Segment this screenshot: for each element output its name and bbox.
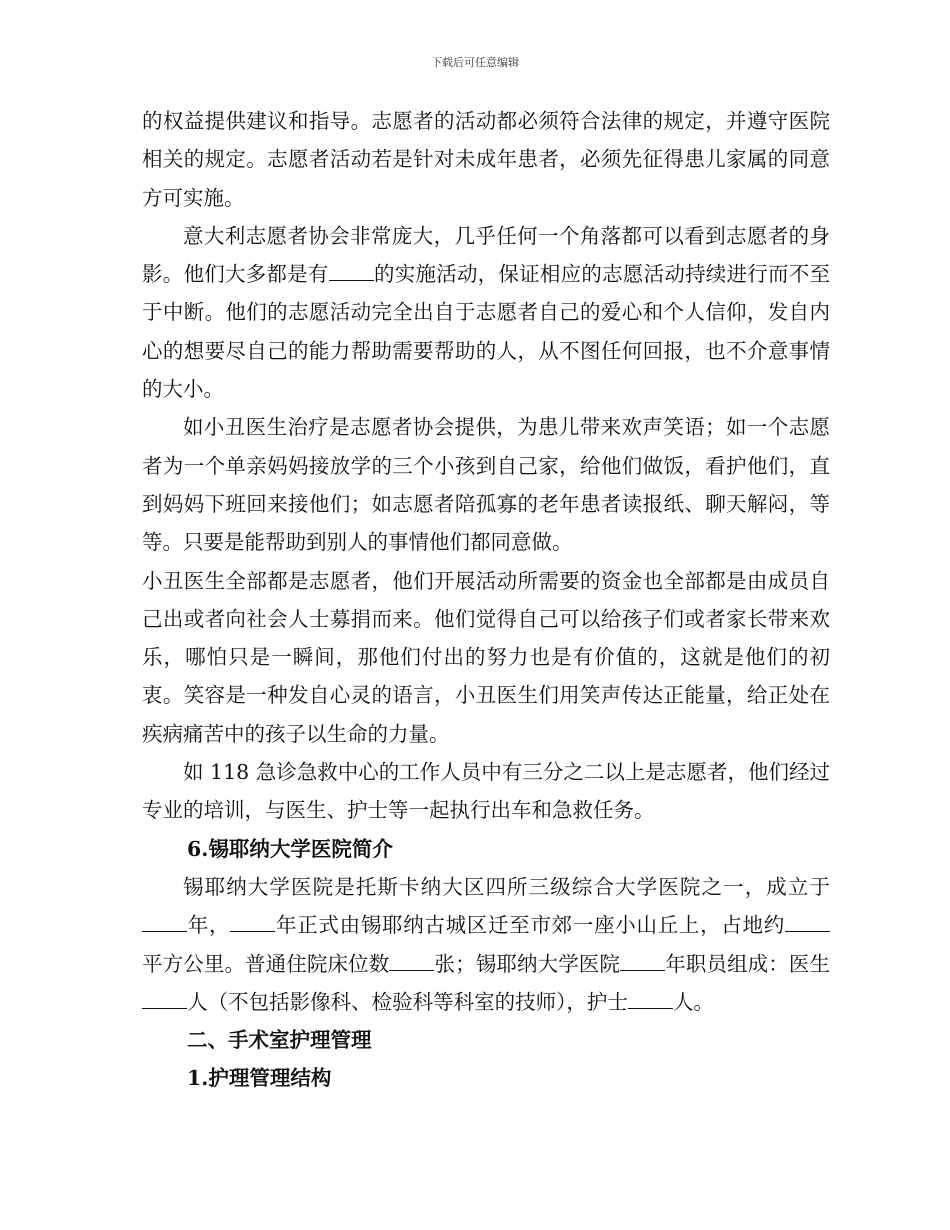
paragraph-6-part-e: 张；锡耶纳大学医院: [434, 951, 621, 976]
paragraph-6-part-b: 年，: [187, 913, 231, 938]
fill-blank: [389, 951, 434, 970]
paragraph-5: 如 118 急诊急救中心的工作人员中有三分之二以上是志愿者，他们经过专业的培训，与医生、护士等一起执行出车和急救任务。: [142, 760, 830, 823]
paragraph-1: 的权益提供建议和指导。志愿者的活动都必须符合法律的规定，并遵守医院相关的规定。志愿者活动若是针对未成年患者，必须先征得患儿家属的同意方可实施。: [142, 109, 830, 210]
fill-blank: [142, 989, 187, 1008]
paragraph-6-part-c: 年正式由锡耶纳古城区迁至市郊一座小山丘上，占地约: [275, 913, 785, 938]
paragraph-2: [142, 217, 830, 408]
fill-blank: [142, 913, 187, 932]
paragraph-6: [142, 868, 830, 1021]
paragraph-3: 如小丑医生治疗是志愿者协会提供，为患儿带来欢声笑语；如一个志愿者为一个单亲妈妈接放学的三个小孩到自己家，给他们做饭，看护他们，直到妈妈下班回来接他们；如志愿者陪孤寡的老年患者读报纸、聊天解闷，等等。只要是能帮助到别人的事情他们都同意做。: [142, 415, 830, 555]
section-heading-nursing-structure: 1.护理管理结构: [187, 1066, 332, 1091]
paragraph-6-part-g: 人（不包括影像科、检验科等科室的技师），护士: [187, 989, 628, 1014]
fill-blank: [620, 951, 665, 970]
paragraph-4: 小丑医生全部都是志愿者，他们开展活动所需要的资金也全部都是由成员自己出或者向社会人士募捐而来。他们觉得自己可以给孩子们或者家长带来欢乐，哪怕只是一瞬间，那他们付出的努力也是有价值的，这就是他们的初衷。笑容是一种发自心灵的语言，小丑医生们用笑声传达正能量，给正处在疾病痛苦中的孩子以生命的力量。: [142, 568, 830, 746]
document-body: [142, 102, 830, 1098]
paragraph-6-part-a: 锡耶纳大学医院是托斯卡纳大区四所三级综合大学医院之一，成立于: [183, 874, 830, 899]
paragraph-6-part-h: 人。: [672, 989, 714, 1014]
paragraph-2-part-a: 意大利志愿者协会非常庞大，几乎任何一个角落都可以看到志愿者的身影。他们大多都是有: [142, 223, 830, 287]
page-header: 下载后可任意编辑: [431, 56, 519, 69]
paragraph-6-part-f: 年职员组成：医生: [665, 951, 831, 976]
fill-blank: [230, 913, 275, 932]
section-heading-or-nursing: 二、手术室护理管理: [187, 1028, 372, 1053]
paragraph-6-part-d: 平方公里。普通住院床位数: [142, 951, 390, 976]
section-heading-hospital-intro: 6.锡耶纳大学医院简介: [187, 836, 393, 861]
paragraph-2-part-b: 的实施活动，保证相应的志愿活动持续进行而不至于中断。他们的志愿活动完全出自于志愿者自己的爱心和个人信仰，发自内心的想要尽自己的能力帮助需要帮助的人，从不图任何回报，也不介意事情的大小。: [142, 262, 831, 402]
fill-blank: [329, 262, 374, 281]
fill-blank: [785, 913, 830, 932]
fill-blank: [628, 989, 673, 1008]
